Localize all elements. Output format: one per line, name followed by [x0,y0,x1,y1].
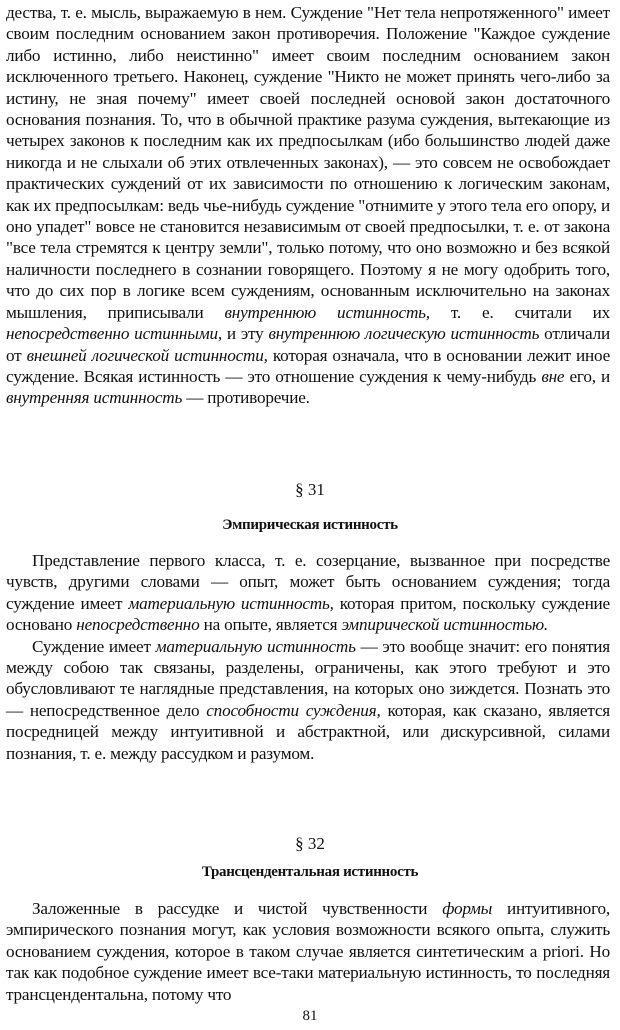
section-number: § 31 [295,480,325,499]
paragraph: Суждение имеет материальную истинность — это вообще значит: его понятия между собою так связаны, разделены, ограничены, как этого требуют и это обусловливают те наглядные представления, на которых оно зиждется. Познать это — непосредственное дело способности суждения, которая, как сказано, является посредницей между интуитивной и абстрактной, или дискурсивной, силами познания, т. е. между рассудком и разумом. [6,636,610,763]
continued-paragraph [6,2,610,409]
section-title: Трансцендентальная истинность [201,864,419,880]
section-title: Эмпирическая истинность [222,517,398,533]
paragraph: Представление первого класса, т. е. созерцание, вызванное при посредстве чувств, другими словами — опыт, может быть основанием суждения; тогда суждение имеет материальную истинность, которая притом, поскольку суждение основано непосредственно на опыте, является эмпирической истинностью. [6,551,610,635]
paragraph: Заложенные в рассудке и чистой чувственности формы интуитивного, эмпирического познания могут, как условия возможности всякого опыта, служить основанием суждения, которое в таком случае является синтетическим a priori. Но так как подобное суждение имеет все-таки материальную истинность, то последняя трансцендентальна, потому что [6,899,610,1004]
page-number: 81 [302,1008,318,1024]
section-body [6,550,610,764]
section-body [6,898,610,1005]
section-number: § 32 [295,834,325,853]
paragraph-text: дества, т. е. мысль, выражаемую в нем. Суждение "Нет тела непротяженного" имеет своим последним основанием закон противоречия. Положение "Каждое суждение либо истинно, либо неистинно" имеет своим последним основанием закон исключенного третьего. Наконец, суждение "Никто не может принять чего-либо за истину, не зная почему" имеет своей последней основой закон достаточного основания познания. То, что в обычной практике разума суждения, вытекающие из четырех законов к последним как их предпосылкам (ибо большинство людей даже никогда и не слыхали об этих отвлеченных законах), — это совсем не освобождает практических суждений от их зависимости по отношению к логическим законам, как их предпосылкам: ведь чье-нибудь суждение "отнимите у этого тела его опору, и оно упадет" вовсе не становится независимым от своей предпосылки, т. е. от закона "все тела стремятся к центру земли", только потому, что оно возможно и без всякой наличности последнего в сознании говорящего. Поэтому я не могу одобрить того, что до сих пор в логике всем суждениям, основанным исключительно на законах мышления, приписывали внутреннюю истинность, т. е. считали их непосредственно истинными, и эту внутреннюю логическую истинность отличали от внешней логической истинности, которая означала, что в основании лежит иное суждение. Всякая истинность — это отношение суждения к чему-нибудь вне его, и внутренняя истинность — противоречие. [6,3,611,408]
